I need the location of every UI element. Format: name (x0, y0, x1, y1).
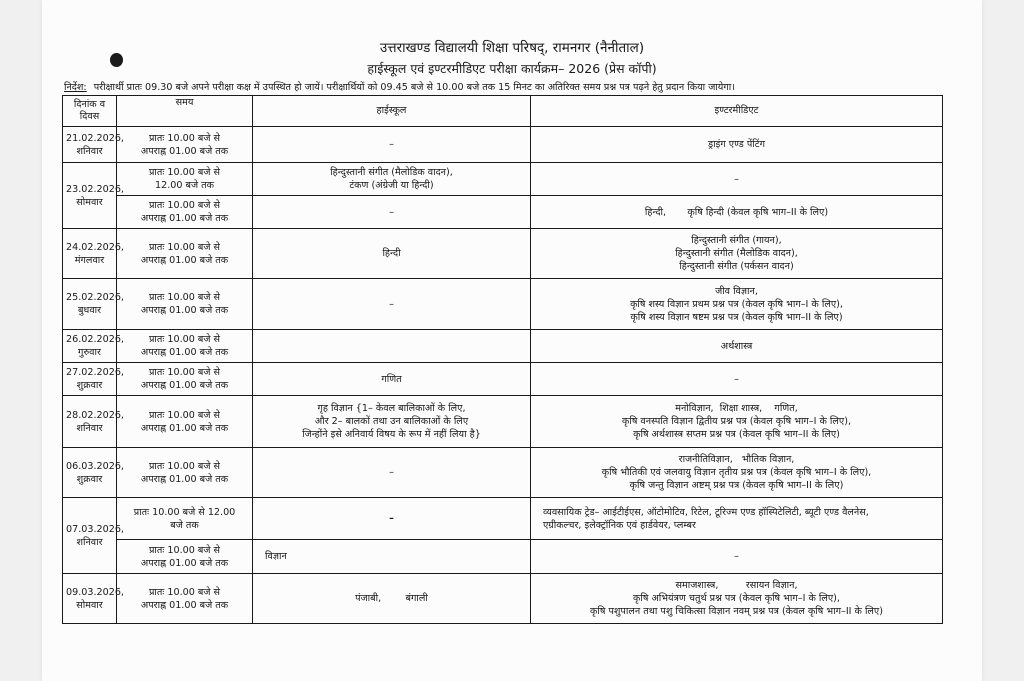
date-cell: 27.02.2026, शुक्रवार (63, 363, 117, 396)
col-header-time: समय (117, 96, 253, 127)
intermediate-cell: – (531, 163, 943, 196)
schedule-subtitle: हाईस्कूल एवं इण्टरमीडिएट परीक्षा कार्यक्रम– 2026 (प्रेस कॉपी) (367, 61, 657, 76)
date-cell: 21.02.2026, शनिवार (63, 127, 117, 163)
date-cell: 09.03.2026, सोमवार (63, 574, 117, 624)
highschool-cell: हिन्दी (253, 229, 531, 279)
time-cell: प्रातः 10.00 बजे से अपराह्न 01.00 बजे तक (117, 229, 253, 279)
table-header-row (63, 96, 943, 127)
time-cell: प्रातः 10.00 बजे से अपराह्न 01.00 बजे तक (117, 363, 253, 396)
highschool-cell: – (253, 279, 531, 330)
time-cell: प्रातः 10.00 बजे से अपराह्न 01.00 बजे तक (117, 196, 253, 229)
time-cell: प्रातः 10.00 बजे से 12.00 बजे तक (117, 163, 253, 196)
table-row (63, 540, 943, 574)
intermediate-cell: ड्राइंग एण्ड पेंटिंग (531, 127, 943, 163)
intermediate-cell: – (531, 363, 943, 396)
highschool-cell: हिन्दुस्तानी संगीत (मैलोडिक वादन), टंकण (अंग्रेजी या हिन्दी) (253, 163, 531, 196)
instruction-text: परीक्षार्थी प्रातः 09.30 बजे अपने परीक्षा कक्ष में उपस्थित हो जायें। परीक्षार्थियों को 09.45 बजे से 10.00 बजे तक 15 मिनट का अतिरिक्त समय प्रश्न पत्र पढ़ने हेतु प्रदान किया जायेगा। (93, 82, 735, 93)
col-header-highschool: हाईस्कूल (253, 96, 531, 127)
intermediate-cell: – (531, 540, 943, 574)
date-cell: 25.02.2026, बुधवार (63, 279, 117, 330)
date-cell: 26.02.2026, गुरुवार (63, 330, 117, 363)
table-row (63, 127, 943, 163)
time-cell: प्रातः 10.00 बजे से अपराह्न 01.00 बजे तक (117, 574, 253, 624)
highschool-cell: – (253, 127, 531, 163)
time-cell: प्रातः 10.00 बजे से अपराह्न 01.00 बजे तक (117, 127, 253, 163)
date-cell: 28.02.2026, शनिवार (63, 396, 117, 448)
table-row (63, 363, 943, 396)
table-row (63, 330, 943, 363)
date-cell: 24.02.2026, मंगलवार (63, 229, 117, 279)
time-cell: प्रातः 10.00 बजे से अपराह्न 01.00 बजे तक (117, 540, 253, 574)
highschool-cell: पंजाबी, बंगाली (253, 574, 531, 624)
intermediate-cell: हिन्दी, कृषि हिन्दी (केवल कृषि भाग–II के लिए) (531, 196, 943, 229)
highschool-cell: – (253, 498, 531, 540)
col-header-date: दिनांक व दिवस (63, 96, 117, 127)
table-row (63, 498, 943, 540)
table-row (63, 279, 943, 330)
table-row (63, 163, 943, 196)
time-cell: प्रातः 10.00 बजे से अपराह्न 01.00 बजे तक (117, 330, 253, 363)
instruction-label: निर्देश: (64, 82, 87, 93)
intermediate-cell: अर्थशास्त्र (531, 330, 943, 363)
intermediate-cell: हिन्दुस्तानी संगीत (गायन), हिन्दुस्तानी संगीत (मैलोडिक वादन), हिन्दुस्तानी संगीत (पर्कसन वादन) (531, 229, 943, 279)
table-row (63, 448, 943, 498)
date-cell: 23.02.2026, सोमवार (63, 163, 117, 229)
time-cell: प्रातः 10.00 बजे से 12.00 बजे तक (117, 498, 253, 540)
intermediate-cell: समाजशास्त्र, रसायन विज्ञान, कृषि अभियंत्रण चतुर्थ प्रश्न पत्र (केवल कृषि भाग–I के लिए), कृषि पशुपालन तथा पशु चिकित्सा विज्ञान नवम् प्रश्न पत्र (केवल कृषि भाग–II के लिए) (531, 574, 943, 624)
highschool-cell: गृह विज्ञान {1– केवल बालिकाओं के लिए, और 2– बालकों तथा उन बालिकाओं के लिए जिन्होंने इसे अनिवार्य विषय के रूप में नहीं लिया है} (253, 396, 531, 448)
exam-schedule-table (62, 95, 943, 624)
highschool-cell (253, 330, 531, 363)
time-cell: प्रातः 10.00 बजे से अपराह्न 01.00 बजे तक (117, 396, 253, 448)
time-cell: प्रातः 10.00 बजे से अपराह्न 01.00 बजे तक (117, 448, 253, 498)
board-title: उत्तराखण्ड विद्यालयी शिक्षा परिषद्, रामनगर (नैनीताल) (379, 40, 645, 56)
intermediate-cell: मनोविज्ञान, शिक्षा शास्त्र, गणित, कृषि वनस्पति विज्ञान द्वितीय प्रश्न पत्र (केवल कृषि भाग–I के लिए), कृषि अर्थशास्त्र सप्तम प्रश्न पत्र (केवल कृषि भाग–II के लिए) (531, 396, 943, 448)
table-row (63, 396, 943, 448)
date-cell: 06.03.2026, शुक्रवार (63, 448, 117, 498)
table-row (63, 574, 943, 624)
time-cell: प्रातः 10.00 बजे से अपराह्न 01.00 बजे तक (117, 279, 253, 330)
highschool-cell: – (253, 448, 531, 498)
date-cell: 07.03.2026, शनिवार (63, 498, 117, 574)
instruction-line (64, 80, 904, 93)
highschool-cell: विज्ञान (253, 540, 531, 574)
table-row (63, 229, 943, 279)
intermediate-cell: व्यवसायिक ट्रेड– आईटीईएस, ऑटोमोटिव, रिटेल, टूरिज्म एण्ड हॉस्पिटेलिटी, ब्यूटी एण्ड वैलनेस, एग्रीकल्चर, इलेक्ट्रॉनिक एवं हार्डवेयर, प्लम्बर (531, 498, 943, 540)
highschool-cell: गणित (253, 363, 531, 396)
col-header-intermediate: इण्टरमीडिएट (531, 96, 943, 127)
intermediate-cell: राजनीतिविज्ञान, भौतिक विज्ञान, कृषि भौतिकी एवं जलवायु विज्ञान तृतीय प्रश्न पत्र (केवल कृषि भाग–I के लिए), कृषि जन्तु विज्ञान अष्टम् प्रश्न पत्र (केवल कृषि भाग–II के लिए) (531, 448, 943, 498)
table-row (63, 196, 943, 229)
highschool-cell: – (253, 196, 531, 229)
intermediate-cell: जीव विज्ञान, कृषि शस्य विज्ञान प्रथम प्रश्न पत्र (केवल कृषि भाग–I के लिए), कृषि शस्य विज्ञान षष्टम प्रश्न पत्र (केवल कृषि भाग–II के लिए) (531, 279, 943, 330)
